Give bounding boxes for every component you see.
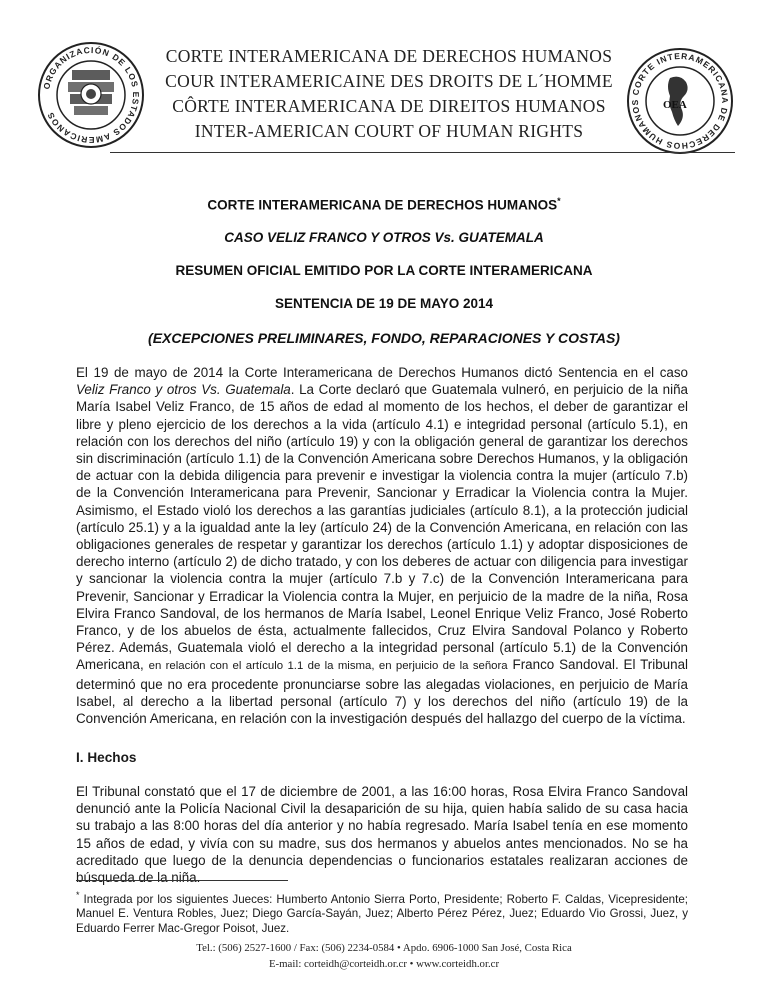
court-header — [150, 44, 628, 144]
judgment-subtitle: (EXCEPCIONES PRELIMINARES, FONDO, REPARACIONES Y COSTAS) — [148, 330, 620, 346]
header-divider — [110, 152, 735, 153]
case-name-italic: Veliz Franco y otros Vs. Guatemala — [76, 382, 291, 398]
footer-contact: Tel.: (506) 2527-1600 / Fax: (506) 2234-0584 • Apdo. 6906-1000 San José, Costa Rica — [196, 942, 572, 954]
summary-paragraph: El 19 de mayo de 2014 la Corte Interamericana de Derechos Humanos dictó Sentencia en el caso Veliz Franco y otros Vs. Guatemala. La Corte declaró que Guatemala vulneró, en perjuicio de la niña María Isabel Veliz Franco, de 15 años de edad al momento de los hechos, el deber de garantizar el libre y pleno ejercicio de los derechos a la vida (artículo 4.1) e integridad personal (artículo 5.1), en relación con los derechos del niño (artículo 19) y con la obligación general de garantizar los derechos sin discriminación (artículo 1.1) de la Convención Americana sobre Derechos Humanos, y la obligación de actuar con la debida diligencia para prevenir e investigar la violencia contra la mujer (artículo 7.b) de la Convención Interamericana para Prevenir, Sancionar y Erradicar la Violencia contra la Mujer. Asimismo, el Estado violó los derechos a las garantías judiciales (artículo 8.1), a la protección judicial (artículo 25.1) y a la igualdad ante la ley (artículo 24) de la Convención Americana, en relación con las obligaciones generales de respetar y garantizar los derechos (artículo 1.1) y adoptar disposiciones de derecho interno (artículo 2) de dicho tratado, y con los deberes de actuar con diligencia para investigar y sancionar la violencia contra la mujer (artículo 7.b y 7.c) de la Convención Interamericana para Prevenir, Sancionar y Erradicar la Violencia contra la Mujer, en perjuicio de la madre de la niña, Rosa Elvira Franco Sandoval, de los hermanos de María Isabel, Leonel Enrique Veliz Franco, José Roberto Franco, y de los abuelos de ésta, actualmente fallecidos, Cruz Elvira Sandoval Polanco y Roberto Pérez. Además, Guatemala violó el derecho a la integridad personal (artículo 5.1) de la Convención Americana, en relación con el artículo 1.1 de la misma, en perjuicio de la señora Franco Sandoval. El Tribunal determinó que no era procedente pronunciarse sobre las alegadas violaciones, en perjuicio de María Isabel, al derecho a la libertad personal (artículo 7) y los derechos del niño (artículo 19) de la Convención Americana, en relación con la investigación después del hallazgo del cuerpo de la víctima. — [76, 365, 688, 727]
footer-email: E-mail: corteidh@corteidh.or.cr • www.corteidh.or.cr — [268, 958, 500, 970]
footnote-ref: * — [557, 196, 561, 206]
footnote-divider — [76, 880, 288, 881]
facts-paragraph: El Tribunal constató que el 17 de diciembre de 2001, a las 16:00 horas, Rosa Elvira Franco Sandoval denunció ante la Policía Nacional Civil la desaparición de su hija, quien había salido de su casa hacia su trabajo a las 8:00 horas del día anterior y no había regresado. María Isabel tenía en ese momento 15 años de edad, y vivía con su madre, sus dos hermanos y abuelos antes mencionados. No se ha acreditado que luego de la denuncia dependencias o funcionarios estatales realizaran acciones de búsqueda de la niña. — [76, 784, 688, 886]
section-heading-hechos: I. Hechos — [76, 750, 137, 765]
header-line-fr: COUR INTERAMERICAINE DES DROITS DE L´HOMME — [165, 71, 613, 91]
header-line-pt: CÔRTE INTERAMERICANA DE DIREITOS HUMANOS — [172, 96, 606, 116]
court-title: CORTE INTERAMERICANA DE DERECHOS HUMANOS* — [207, 196, 561, 213]
court-seal-logo — [625, 46, 735, 156]
svg-text:CORTE INTERAMERICANA DE DERECH: CORTE INTERAMERICANA DE DERECHOS HUMANOS — [629, 50, 731, 152]
judgment-date: SENTENCIA DE 19 DE MAYO 2014 — [274, 296, 494, 311]
header-line-es: CORTE INTERAMERICANA DE DERECHOS HUMANOS — [165, 46, 613, 66]
oas-seal-logo — [36, 40, 146, 150]
header-line-en: INTER-AMERICAN COURT OF HUMAN RIGHTS — [194, 121, 584, 141]
summary-title: RESUMEN OFICIAL EMITIDO POR LA CORTE INTERAMERICANA — [175, 263, 593, 278]
case-title: CASO VELIZ FRANCO Y OTROS Vs. GUATEMALA — [224, 230, 544, 245]
svg-text:OEA: OEA — [663, 99, 687, 111]
footnote: * Integrada por los siguientes Jueces: Humberto Antonio Sierra Porto, Presidente; Roberto F. Caldas, Vicepresidente; Manuel E. Ventura Robles, Juez; Diego García-Sayán, Juez; Alberto Pérez Pérez, Juez; Eduardo Vio Grossi, Juez, y Eduardo Ferrer Mac-Gregor Poisot, Juez. — [76, 890, 688, 936]
svg-text:ORGANIZACIÓN DE LOS ESTADOS AM: ORGANIZACIÓN DE LOS ESTADOS AMERICANOS — [41, 44, 142, 146]
